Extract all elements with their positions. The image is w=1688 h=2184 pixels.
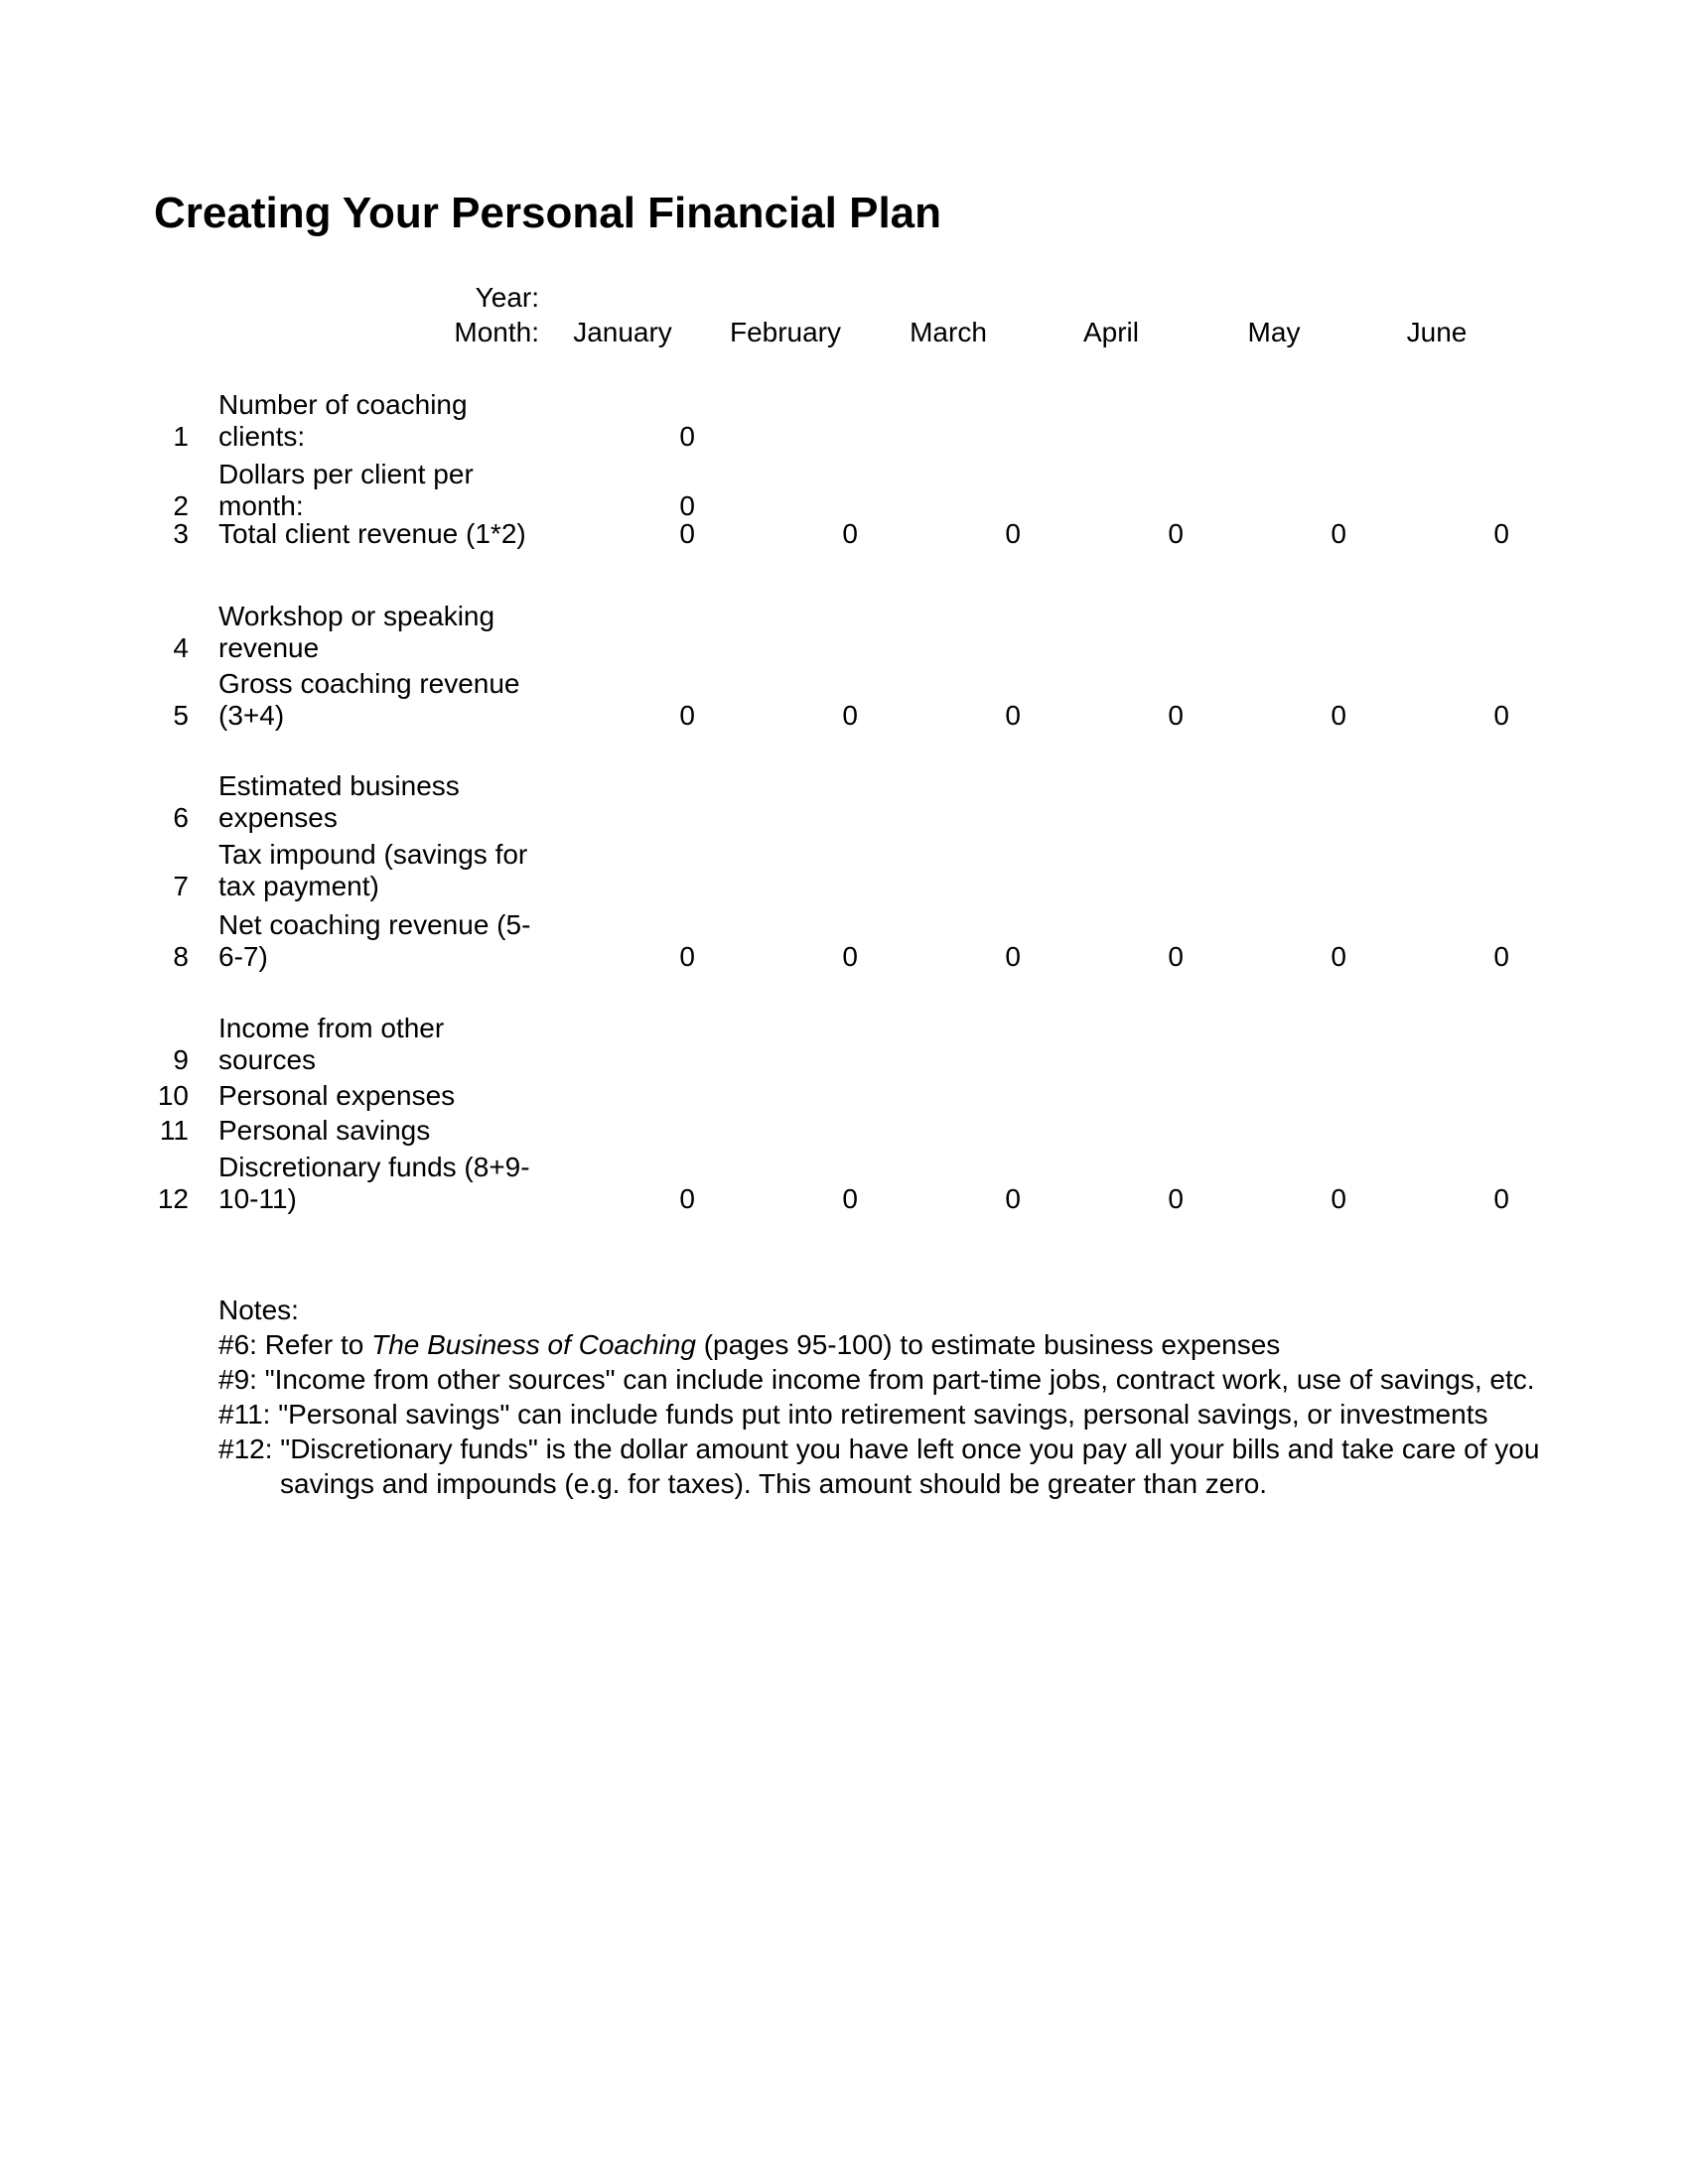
row-label: Total client revenue (1*2) [218, 518, 526, 549]
note-12-continued: savings and impounds (e.g. for taxes). This amount should be greater than zero. [280, 1468, 1268, 1499]
note-12: #12: "Discretionary funds" is the dollar amount you have left once you pay all your bills and take care of you [218, 1433, 1540, 1464]
month-header-january: January [573, 317, 672, 347]
note-6-book-title: The Business of Coaching [371, 1329, 696, 1360]
value-cell[interactable]: 0 [842, 518, 858, 549]
row-label: Estimated business expenses [218, 770, 460, 833]
value-cell[interactable]: 0 [1168, 1183, 1184, 1214]
value-cell[interactable]: 0 [679, 421, 695, 452]
notes-heading: Notes: [218, 1295, 299, 1325]
month-header-may: May [1247, 317, 1301, 347]
month-header-february: February [729, 317, 842, 347]
row-label: Discretionary funds (8+9-10-11) [218, 1152, 530, 1214]
value-cell[interactable]: 0 [1493, 1183, 1509, 1214]
row-number: 1 [173, 421, 189, 452]
row-label: Dollars per client per month: [218, 459, 474, 521]
value-cell[interactable]: 0 [1168, 941, 1184, 972]
value-cell[interactable]: 0 [1493, 700, 1509, 731]
value-cell[interactable]: 0 [1331, 1183, 1346, 1214]
value-cell[interactable]: 0 [842, 700, 858, 731]
row-label: Number of coaching clients: [218, 389, 468, 452]
value-cell[interactable]: 0 [1493, 518, 1509, 549]
row-number: 8 [173, 941, 189, 972]
row-label: Workshop or speaking revenue [218, 601, 495, 663]
value-cell[interactable]: 0 [679, 490, 695, 521]
row-number: 7 [173, 871, 189, 901]
note-6 [218, 1327, 1648, 1362]
value-cell[interactable]: 0 [679, 518, 695, 549]
row-number: 11 [159, 1115, 189, 1146]
year-label: Year: [475, 282, 539, 313]
row-label: Gross coaching revenue (3+4) [218, 668, 520, 731]
value-cell[interactable]: 0 [1005, 1183, 1021, 1214]
note-9: #9: "Income from other sources" can include income from part-time jobs, contract work, use of savings, etc. [218, 1364, 1535, 1395]
month-header-june: June [1406, 317, 1468, 347]
value-cell[interactable]: 0 [1005, 518, 1021, 549]
note-6-suffix: (pages 95-100) to estimate business expenses [695, 1329, 1281, 1360]
value-cell[interactable]: 0 [1168, 518, 1184, 549]
value-cell[interactable]: 0 [1493, 941, 1509, 972]
row-number: 5 [173, 700, 189, 731]
value-cell[interactable]: 0 [1168, 700, 1184, 731]
value-cell[interactable]: 0 [679, 941, 695, 972]
note-6-prefix: #6: Refer to [218, 1329, 372, 1360]
month-label: Month: [454, 317, 539, 347]
row-label: Income from other sources [218, 1013, 445, 1075]
note-11: #11: "Personal savings" can include funds put into retirement savings, personal savings, or investments [218, 1399, 1488, 1430]
row-label: Personal savings [218, 1115, 431, 1146]
value-cell[interactable]: 0 [842, 941, 858, 972]
month-header-march: March [910, 317, 987, 347]
value-cell[interactable]: 0 [679, 700, 695, 731]
row-number: 10 [157, 1080, 189, 1111]
value-cell[interactable]: 0 [1005, 700, 1021, 731]
row-number: 3 [173, 518, 189, 549]
row-number: 6 [173, 802, 189, 833]
row-label: Net coaching revenue (5-6-7) [218, 909, 531, 972]
row-number: 4 [173, 632, 189, 663]
row-number: 2 [173, 490, 189, 521]
value-cell[interactable]: 0 [1331, 700, 1346, 731]
page-title: Creating Your Personal Financial Plan [154, 189, 942, 237]
value-cell[interactable]: 0 [679, 1183, 695, 1214]
row-label: Tax impound (savings for tax payment) [218, 839, 528, 901]
value-cell[interactable]: 0 [1331, 941, 1346, 972]
value-cell[interactable]: 0 [842, 1183, 858, 1214]
row-label: Personal expenses [218, 1080, 456, 1111]
notes-section [218, 1293, 1648, 1501]
row-number: 9 [173, 1044, 189, 1075]
row-number: 12 [157, 1183, 189, 1214]
month-header-april: April [1082, 317, 1139, 347]
value-cell[interactable]: 0 [1331, 518, 1346, 549]
value-cell[interactable]: 0 [1005, 941, 1021, 972]
